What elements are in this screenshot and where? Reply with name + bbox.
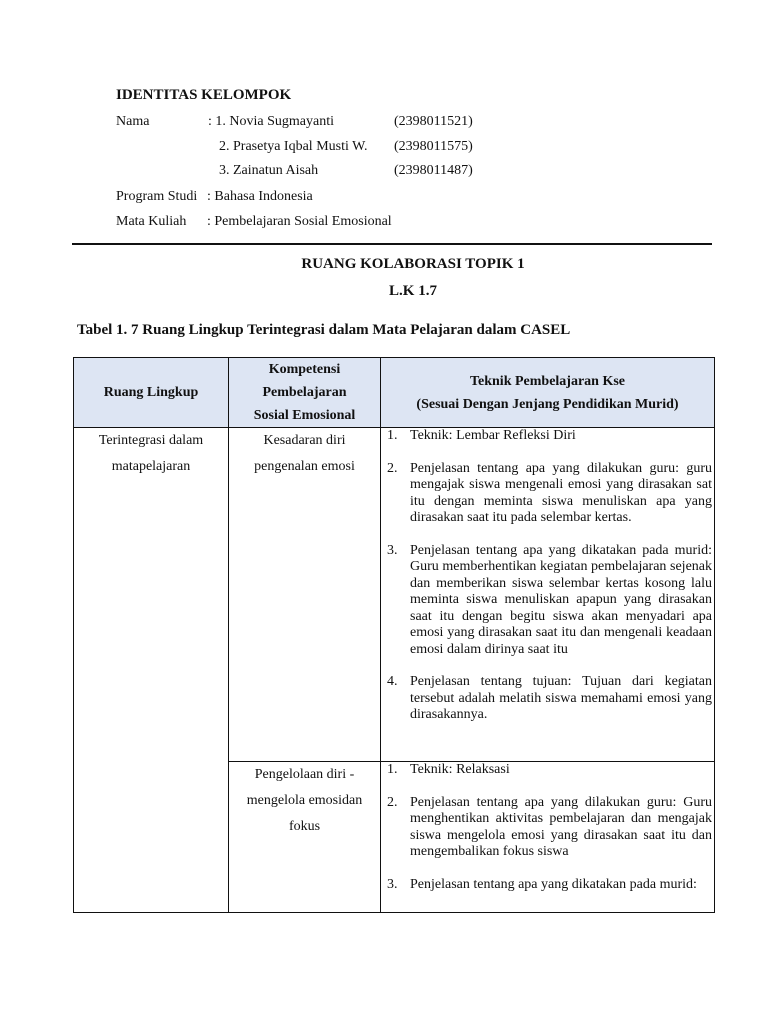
program-label: Program Studi (116, 189, 198, 204)
page-title: RUANG KOLABORASI TOPIK 1 (301, 256, 525, 272)
table-caption: Tabel 1. 7 Ruang Lingkup Terintegrasi dalam Mata Pelajaran dalam CASEL (77, 322, 571, 338)
competency-line: pengenalan emosi (254, 459, 355, 474)
header-teknik-line: Teknik Pembelajaran Kse (469, 373, 626, 389)
header-teknik-line: (Sesuai Dengan Jenjang Pendidikan Murid) (416, 396, 679, 412)
competency-line: fokus (288, 819, 321, 834)
list-item (381, 795, 714, 861)
list-item-number: 2. (387, 460, 398, 476)
technique-cell (381, 762, 715, 913)
course-value: : Pembelajaran Sosial Emosional (207, 214, 392, 229)
list-item-text: Penjelasan tentang apa yang dikatakan pada murid: Guru memberhentikan kegiatan pembelajaran sejenak dan memberikan siswa selembar kertas kosong lalu meminta siswa menuliskan apapun yang dirasakan saat itu dengan begitu siswa akan menyadari apa emosi yang dirasakan saat itu dan mengenali keadaan emosi dalam dirinya saat itu (410, 542, 712, 657)
scope-line: Terintegrasi dalam (98, 433, 204, 448)
list-item (381, 762, 714, 779)
list-item-number: 3. (387, 876, 398, 892)
header-kompetensi-line: Sosial Emosional (253, 408, 356, 423)
list-item (381, 543, 714, 659)
list-item-number: 4. (387, 674, 398, 689)
list-item-number: 1. (387, 762, 398, 777)
member-1-name: : 1. Novia Sugmayanti (208, 114, 334, 129)
list-item-text: Penjelasan tentang apa yang dilakukan guru: guru mengajak siswa mengenali emosi yang dirasakan sat itu dengan meminta siswa menuliskan apa yang dirasakan saat itu pada selembar kertas. (410, 460, 712, 525)
member-2-name: 2. Prasetya Iqbal Musti W. (219, 139, 368, 154)
member-2-id: (2398011575) (394, 139, 473, 154)
list-item-text: Teknik: Lembar Refleksi Diri (410, 428, 576, 443)
member-3-name: 3. Zainatun Aisah (219, 163, 319, 178)
list-spacer (381, 527, 714, 543)
list-item-text: Teknik: Relaksasi (410, 762, 510, 777)
competency-cell (229, 428, 381, 762)
list-spacer (381, 861, 714, 877)
competency-cell (229, 762, 381, 913)
horizontal-divider (72, 243, 712, 245)
page-subtitle: L.K 1.7 (389, 283, 437, 299)
header-ruang-lingkup: Ruang Lingkup (74, 358, 229, 428)
list-spacer (381, 658, 714, 674)
course-label: Mata Kuliah (116, 214, 187, 229)
identity-title: IDENTITAS KELOMPOK (116, 87, 292, 103)
scope-line: matapelajaran (111, 459, 191, 474)
list-item-text: Penjelasan tentang apa yang dikatakan pada murid: (410, 876, 697, 892)
list-spacer (381, 445, 714, 461)
casel-table (73, 357, 715, 913)
nama-label: Nama (116, 114, 150, 129)
list-item (381, 428, 714, 445)
scope-cell (74, 428, 229, 913)
list-item-text: Penjelasan tentang tujuan: Tujuan dari kegiatan tersebut adalah melatih siswa memahami emosi yang dirasakannya. (410, 674, 712, 722)
list-item-number: 3. (387, 542, 398, 558)
competency-line: mengelola emosidan (246, 793, 363, 808)
list-item (381, 674, 714, 724)
list-item-number: 1. (387, 428, 398, 443)
header-kompetensi-line: Kompetensi (268, 362, 341, 377)
table-row (74, 428, 715, 762)
header-kompetensi (229, 358, 381, 428)
list-item-number: 2. (387, 794, 398, 810)
competency-line: Kesadaran diri (263, 433, 346, 448)
technique-cell (381, 428, 715, 762)
program-value: : Bahasa Indonesia (207, 189, 313, 204)
table-header-row (74, 358, 715, 428)
list-item (381, 461, 714, 527)
header-teknik (381, 358, 715, 428)
list-item-text: Penjelasan tentang apa yang dilakukan guru: Guru menghentikan aktivitas pembelajaran dan mengajak siswa mengelola emosi yang dirasakan saat itu dan mengembalikan fokus siswa (410, 794, 712, 859)
member-1-id: (2398011521) (394, 114, 473, 129)
list-item (381, 877, 714, 894)
member-3-id: (2398011487) (394, 163, 473, 178)
competency-line: Pengelolaan diri - (254, 767, 355, 782)
header-kompetensi-line: Pembelajaran (262, 385, 347, 400)
list-spacer (381, 779, 714, 795)
